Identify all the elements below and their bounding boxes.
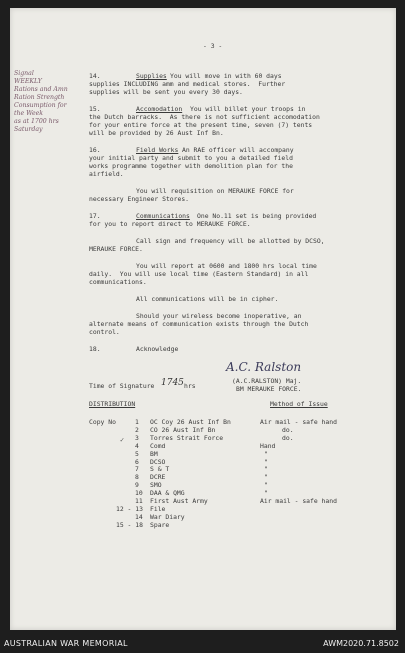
distribution-copy-number: 2 (135, 425, 139, 434)
section-18-number: 18. (89, 345, 101, 353)
distribution-recipient: War Diary (150, 512, 185, 521)
distribution-copy-number: 6 (135, 457, 139, 466)
section-16-line: An RAE officer will accompany (182, 146, 294, 154)
wireless-line: alternate means of communication exists through the Dutch (89, 320, 309, 328)
check-mark-icon: ✓ (120, 436, 125, 444)
distribution-recipient: Torres Strait Force (150, 433, 224, 442)
handwritten-signature: A.C. Ralston (226, 360, 302, 374)
distribution-recipient: Comd (150, 441, 166, 450)
section-16-line: works programme together with demolition plan for the (89, 162, 293, 170)
distribution-recipient: OC Coy 26 Aust Inf Bn (150, 418, 231, 426)
distribution-copy-number: 8 (135, 473, 139, 482)
distribution-copy-number: 3 (135, 433, 139, 442)
section-14-line: supplies INCLUDING amm and medical stores. Further (89, 80, 286, 88)
institution-name: AUSTRALIAN WAR MEMORIAL (4, 639, 128, 648)
distribution-recipient: First Aust Army (150, 497, 208, 505)
section-15-line: the Dutch barracks. As there is not sufficient accomodation (89, 113, 320, 121)
distribution-copy-number: 4 (135, 441, 139, 450)
archive-footer (0, 635, 405, 653)
signatory-name: (A.C.RALSTON) Maj. (232, 377, 302, 385)
section-17-heading: Communications (136, 212, 190, 220)
section-14-heading: Supplies (136, 72, 167, 80)
copy-no-label: Copy No (89, 418, 116, 426)
wireless-line: Should your wireless become inoperative, an (136, 312, 302, 320)
section-15-line: for your entire force at the present time, seven (7) tents (89, 121, 313, 129)
distribution-recipient: Spare (150, 520, 170, 529)
call-sign-line: Call sign and frequency will be allotted by DCSO, (136, 237, 325, 245)
document-page (10, 8, 396, 630)
report-time-line: communications. (89, 278, 147, 286)
distribution-copy-number: 7 (135, 465, 139, 474)
distribution-recipient: BM (150, 449, 158, 458)
distribution-copy-number: 10 (135, 489, 143, 498)
distribution-heading: DISTRIBUTION (89, 400, 136, 408)
distribution-method: " (264, 473, 268, 482)
method-of-issue-heading: Method of Issue (270, 400, 328, 408)
cipher-line: All communications will be in cipher. (136, 295, 279, 303)
section-14-line: supplies will be sent you every 30 days. (89, 88, 243, 96)
distribution-method: " (264, 465, 268, 474)
requisition-line: necessary Engineer Stores. (89, 195, 190, 203)
distribution-copy-number: 5 (135, 449, 139, 458)
section-16-line: your initial party and submit to you a detailed field (89, 154, 293, 162)
acknowledge-text: Acknowledge (136, 345, 179, 353)
section-15-heading: Accomodation (136, 105, 183, 113)
section-14-line: You will move in with 60 days (170, 72, 282, 80)
distribution-copy-number: 14 (135, 512, 143, 521)
section-16-heading: Field Works (136, 146, 179, 154)
time-of-signature-value: 1745 (161, 378, 184, 388)
section-15-line: will be provided by 26 Aust Inf Bn. (89, 129, 224, 137)
distribution-copy-number: 11 (135, 497, 143, 505)
distribution-method: " (264, 481, 268, 490)
report-time-line: daily. You will use local time (Eastern Standard) in all (89, 270, 309, 278)
distribution-copy-number: 15 - 18 (116, 520, 143, 529)
section-15-number: 15. (89, 105, 101, 113)
distribution-recipient: DAA & QMG (150, 489, 185, 498)
distribution-recipient: SMO (150, 481, 162, 490)
report-time-line: You will report at 0600 and 1800 hrs local time (136, 262, 317, 270)
section-17-line: for you to report direct to MERAUKE FORCE. (89, 220, 251, 228)
section-14-number: 14. (89, 72, 101, 80)
distribution-recipient: DCSO (150, 457, 166, 466)
signatory-unit: BM MERAUKE FORCE. (236, 385, 302, 393)
distribution-method: " (264, 457, 268, 466)
distribution-method: Air mail - safe hand (260, 497, 337, 505)
distribution-recipient: File (150, 504, 166, 513)
section-17-line: One No.11 set is being provided (197, 212, 317, 220)
distribution-method: " (264, 449, 268, 458)
distribution-method: Hand (260, 441, 276, 450)
section-16-number: 16. (89, 146, 101, 154)
call-sign-line: MERAUKE FORCE. (89, 245, 143, 253)
time-of-signature-label: Time of Signature (89, 382, 155, 390)
distribution-copy-number: 9 (135, 481, 139, 490)
wireless-line: control. (89, 328, 120, 336)
handwritten-margin-note: Signal WEEKLY Rations and Amn Ration Strength Consumption for the Week as at 1700 hrs Saturday (14, 70, 68, 133)
requisition-line: You will requisition on MERAUKE FORCE for (136, 187, 294, 195)
distribution-copy-number: 12 - 13 (116, 504, 143, 513)
distribution-recipient: S & T (150, 465, 170, 474)
section-16-line: airfield. (89, 170, 124, 178)
distribution-recipient: CO 26 Aust Inf Bn (150, 425, 216, 434)
distribution-copy-number: 1 (135, 418, 139, 426)
distribution-recipient: DCRE (150, 473, 166, 482)
distribution-method: do. (282, 433, 294, 442)
distribution-method: " (264, 489, 268, 498)
distribution-method: do. (282, 425, 294, 434)
section-15-line: You will billet your troops in (190, 105, 306, 113)
distribution-method: Air mail - safe hand (260, 418, 337, 426)
time-of-signature-unit: hrs (184, 382, 196, 390)
accession-number: AWM2020.71.8502 (323, 639, 399, 648)
page-number: - 3 - (203, 42, 223, 50)
section-17-number: 17. (89, 212, 101, 220)
